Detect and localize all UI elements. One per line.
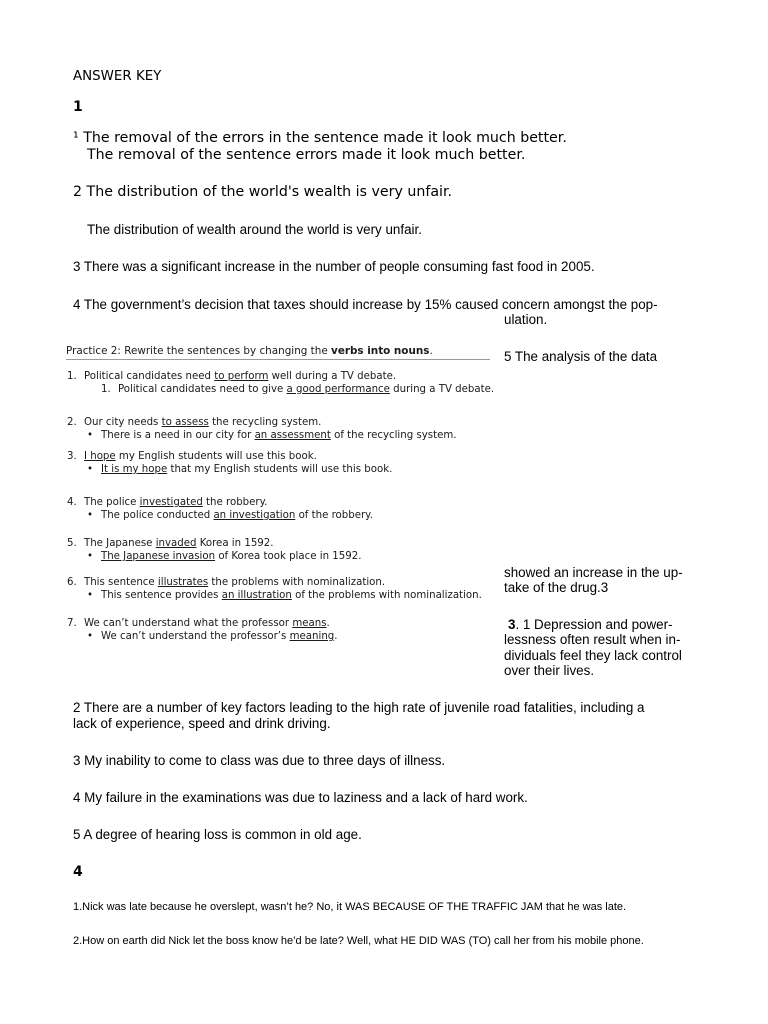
s1-item-1: ¹ The removal of the errors in the sentence made it look much better. <box>73 130 567 146</box>
practice-text: the problems with nominalization. <box>208 577 386 588</box>
practice-text: . <box>326 618 330 629</box>
practice-text: This sentence provides <box>101 590 222 601</box>
practice-question-2 <box>67 417 321 428</box>
practice-text: my English students will use this book. <box>115 451 317 462</box>
practice-underlined-term: meaning <box>289 631 335 642</box>
practice-number: 7. <box>67 618 77 629</box>
s1-item-5-cont-1: showed an increase in the up- <box>504 565 683 580</box>
practice-answer-6 <box>101 590 482 601</box>
practice-text: . <box>334 631 338 642</box>
section-1-number: 1 <box>73 99 83 115</box>
section-4-number: 4 <box>73 864 83 880</box>
practice-text: The police <box>84 497 140 508</box>
practice-text: The police conducted <box>101 510 214 521</box>
practice-text: We can’t understand what the professor <box>84 618 293 629</box>
practice-answer-4 <box>101 510 373 521</box>
practice-number: 3. <box>67 451 77 462</box>
practice-number: 1. <box>101 384 111 395</box>
practice-answer-2 <box>101 430 457 441</box>
practice-text: Political candidates need to give <box>118 384 287 395</box>
s4-item-2: 2.How on earth did Nick let the boss know he’d be late? Well, what HE DID WAS (TO) call her from his mobile phone. <box>73 935 644 947</box>
s3-item-2: 2 There are a number of key factors leading to the high rate of juvenile road fatalities, including a <box>73 700 645 715</box>
practice-text: of the recycling system. <box>330 430 457 441</box>
s1-item-5: 5 The analysis of the data <box>504 349 658 364</box>
practice-title: Practice 2: Rewrite the sentences by changing the verbs into nouns. <box>66 345 433 357</box>
practice-text: There is a need in our city for <box>101 430 255 441</box>
s4-item-1: 1.Nick was late because he overslept, wasn’t he? No, it WAS BECAUSE OF THE TRAFFIC JAM that he was late. <box>73 901 627 913</box>
s3-item-4: 4 My failure in the examinations was due to laziness and a lack of hard work. <box>73 790 528 805</box>
practice-answer-5 <box>101 551 361 562</box>
practice-text: that my English students will use this book. <box>167 464 393 475</box>
s1-item-4: 4 The government’s decision that taxes should increase by 15% caused concern amongst the pop- <box>73 297 658 312</box>
practice-text: The Japanese <box>84 538 156 549</box>
practice-text: the robbery. <box>202 497 268 508</box>
practice-text: of Korea took place in 1592. <box>215 551 362 562</box>
practice-underlined-term: an assessment <box>254 430 331 441</box>
practice-underlined-term: The Japanese invasion <box>101 551 216 562</box>
practice-2-image <box>30 338 495 670</box>
practice-text: of the robbery. <box>295 510 373 521</box>
practice-underlined-term: investigated <box>139 497 203 508</box>
practice-underlined-term: to assess <box>161 417 209 428</box>
s1-item-1-rewrite: The removal of the sentence errors made it look much better. <box>87 147 526 163</box>
practice-question-6 <box>67 577 385 588</box>
practice-underlined-term: means <box>292 618 327 629</box>
practice-underlined-term: an illustration <box>221 590 292 601</box>
s3-item-1-line-2: lessness often result when in- <box>504 632 681 647</box>
practice-text: well during a TV debate. <box>268 371 397 382</box>
practice-number: 4. <box>67 497 77 508</box>
s3-item-5: 5 A degree of hearing loss is common in old age. <box>73 827 362 842</box>
practice-underlined-term: an investigation <box>213 510 296 521</box>
practice-text: This sentence <box>84 577 158 588</box>
section-3-number: 3 <box>508 617 516 632</box>
practice-number: 6. <box>67 577 77 588</box>
practice-underlined-term: It is my hope <box>101 464 168 475</box>
s1-item-2: 2 The distribution of the world's wealth is very unfair. <box>73 184 453 200</box>
practice-number: 1. <box>67 371 77 382</box>
practice-question-3 <box>67 451 317 462</box>
practice-question-1 <box>67 371 396 382</box>
practice-underlined-term: invaded <box>155 538 197 549</box>
s3-item-2-cont: lack of experience, speed and drink driving. <box>73 716 331 731</box>
practice-text: during a TV debate. <box>389 384 495 395</box>
s3-item-1-line-1: . 1 Depression and power- <box>515 617 673 632</box>
practice-question-5 <box>67 538 274 549</box>
practice-text: Our city needs <box>84 417 162 428</box>
practice-text: Korea in 1592. <box>196 538 274 549</box>
practice-underlined-term: illustrates <box>157 577 209 588</box>
practice-underlined-term: a good performance <box>286 384 390 395</box>
practice-underlined-term: I hope <box>84 451 116 462</box>
practice-text: We can’t understand the professor’s <box>101 631 290 642</box>
s1-item-2-rewrite: The distribution of wealth around the world is very unfair. <box>87 222 422 237</box>
s3-heading-line <box>508 617 673 632</box>
practice-underlined-term: to perform <box>214 371 269 382</box>
practice-answer-1 <box>101 384 494 395</box>
s1-item-3: 3 There was a significant increase in the number of people consuming fast food in 2005. <box>73 259 595 274</box>
practice-text: Political candidates need <box>84 371 215 382</box>
practice-text: the recycling system. <box>208 417 322 428</box>
s3-item-1-line-4: over their lives. <box>504 663 595 678</box>
practice-question-7 <box>67 618 330 629</box>
s3-item-3: 3 My inability to come to class was due to three days of illness. <box>73 753 446 768</box>
s1-item-5-cont-2: take of the drug.3 <box>504 580 609 595</box>
practice-answer-3 <box>101 464 392 475</box>
practice-number: 5. <box>67 538 77 549</box>
s3-item-1-line-3: dividuals feel they lack control <box>504 648 682 663</box>
practice-text: of the problems with nominalization. <box>291 590 482 601</box>
answer-key-title: ANSWER KEY <box>73 69 162 84</box>
practice-title-rule <box>66 359 490 360</box>
practice-question-4 <box>67 497 267 508</box>
practice-answer-7 <box>101 631 338 642</box>
s1-item-4-cont: ulation. <box>504 312 548 327</box>
practice-number: 2. <box>67 417 77 428</box>
